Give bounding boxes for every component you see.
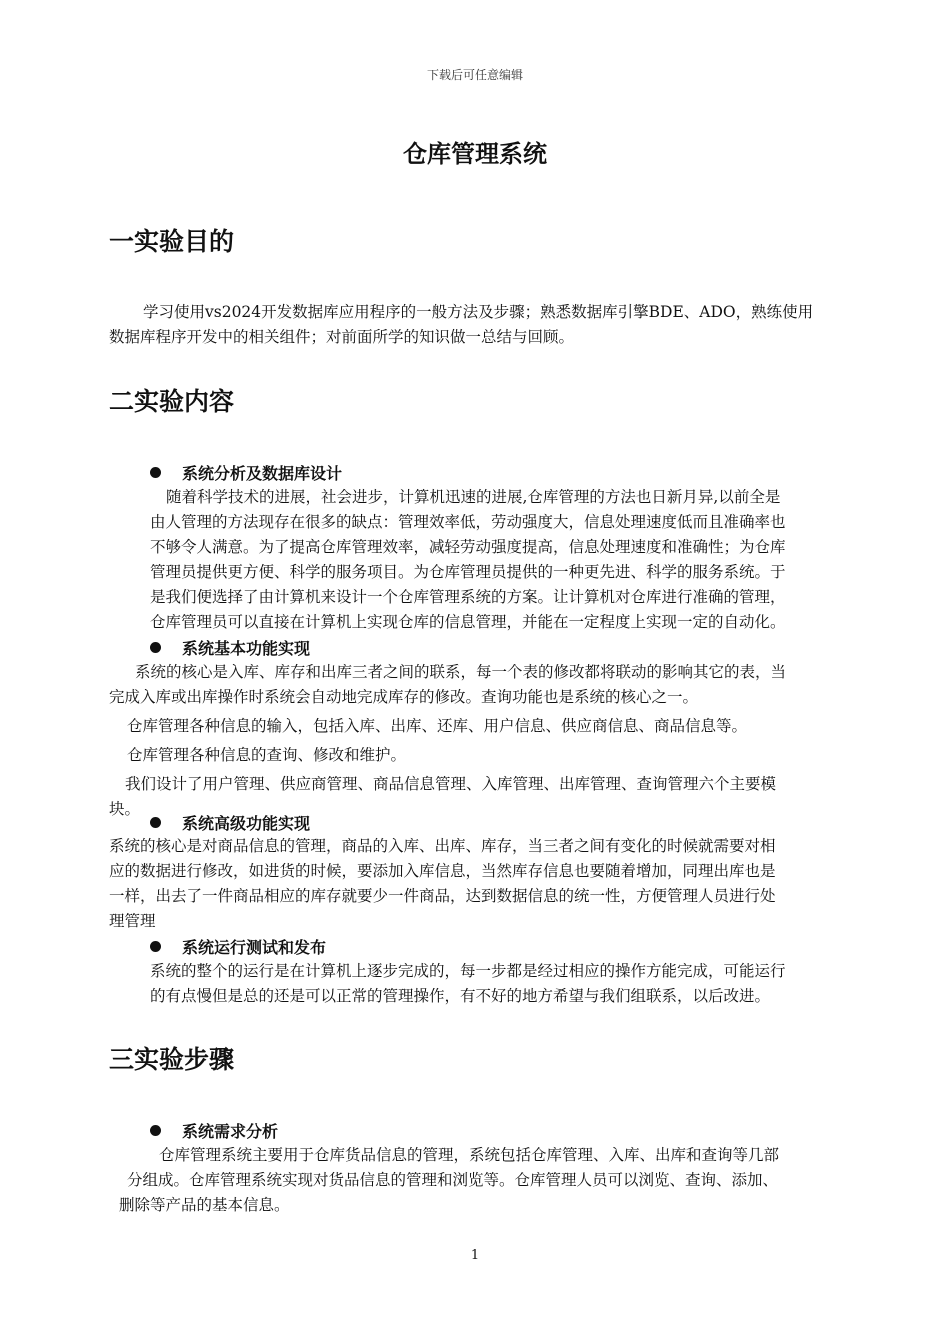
bullet-icon bbox=[150, 467, 161, 478]
document-title: 仓库管理系统 bbox=[403, 140, 547, 168]
bullet-icon bbox=[150, 941, 161, 952]
paragraph-line: 仓库管理系统主要用于仓库货品信息的管理，系统包括仓库管理、入库、出库和查询等几部 bbox=[159, 1146, 780, 1164]
paragraph-line: 块。 bbox=[109, 800, 141, 818]
section-heading-1: 一实验目的 bbox=[109, 227, 235, 256]
bullet-paragraph-analysis bbox=[150, 485, 842, 635]
paragraph-line: 完成入库或出库操作时系统会自动地完成库存的修改。查询功能也是系统的核心之一。 bbox=[109, 688, 699, 706]
paragraph-line: 系统的核心是对商品信息的管理，商品的入库、出库、库存，当三者之间有变化的时候就需要对相 bbox=[109, 837, 776, 855]
paragraph-line: 系统的整个的运行是在计算机上逐步完成的，每一步都是经过相应的操作方能完成，可能运行 bbox=[150, 962, 786, 980]
bullet-icon bbox=[150, 1125, 161, 1136]
paragraph-line: 的有点慢但是总的还是可以正常的管理操作，有不好的地方希望与我们组联系，以后改进。 bbox=[150, 987, 771, 1005]
bullet-paragraph-advanced bbox=[109, 834, 842, 934]
paragraph-line: 学习使用vs2024开发数据库应用程序的一般方法及步骤；熟悉数据库引擎BDE、ADO，熟练使用 bbox=[143, 303, 814, 321]
paragraph-line: 随着科学技术的进展，社会进步，计算机迅速的进展,仓库管理的方法也日新月异,以前全是 bbox=[166, 488, 781, 506]
paragraph-line: 管理员提供更方便、科学的服务项目。为仓库管理员提供的一种更先进、科学的服务系统。于 bbox=[150, 563, 786, 581]
paragraph-line: 一样，出去了一件商品相应的库存就要少一件商品，达到数据信息的统一性，方便管理人员进行处 bbox=[109, 887, 776, 905]
bullet-paragraph-basic bbox=[109, 660, 842, 822]
bullet-paragraph-requirements bbox=[119, 1143, 832, 1218]
bullet-icon bbox=[150, 817, 161, 828]
page-header: 下载后可任意编辑 bbox=[426, 68, 523, 82]
bullet-title: 系统高级功能实现 bbox=[182, 814, 311, 833]
paragraph-line: 仓库管理各种信息的查询、修改和维护。 bbox=[127, 746, 407, 764]
paragraph-line: 由人管理的方法现存在很多的缺点：管理效率低，劳动强度大，信息处理速度低而且准确率也 bbox=[150, 513, 786, 531]
paragraph-line: 删除等产品的基本信息。 bbox=[119, 1196, 290, 1214]
paragraph-line: 系统的核心是入库、库存和出库三者之间的联系，每一个表的修改都将联动的影响其它的表，当 bbox=[135, 663, 787, 681]
section-heading-2: 二实验内容 bbox=[109, 387, 235, 416]
paragraph-line: 不够令人满意。为了提高仓库管理效率，减轻劳动强度提高，信息处理速度和准确性；为仓库 bbox=[150, 538, 786, 556]
paragraph-line: 仓库管理员可以直接在计算机上实现仓库的信息管理，并能在一定程度上实现一定的自动化。 bbox=[150, 613, 786, 631]
bullet-title: 系统需求分析 bbox=[182, 1122, 279, 1141]
paragraph-line: 分组成。仓库管理系统实现对货品信息的管理和浏览等。仓库管理人员可以浏览、查询、添加、 bbox=[127, 1171, 779, 1189]
paragraph-line: 是我们便选择了由计算机来设计一个仓库管理系统的方案。让计算机对仓库进行准确的管理， bbox=[150, 588, 786, 606]
bullet-title: 系统基本功能实现 bbox=[182, 639, 311, 658]
bullet-title: 系统运行测试和发布 bbox=[182, 938, 327, 957]
bullet-item-testing bbox=[150, 935, 326, 958]
bullet-item-analysis bbox=[150, 461, 342, 484]
paragraph-line: 我们设计了用户管理、供应商管理、商品信息管理、入库管理、出库管理、查询管理六个主要模 bbox=[125, 775, 777, 793]
paragraph-line: 数据库程序开发中的相关组件；对前面所学的知识做一总结与回顾。 bbox=[109, 328, 575, 346]
section-heading-3: 三实验步骤 bbox=[109, 1045, 235, 1074]
bullet-paragraph-testing bbox=[150, 959, 842, 1009]
bullet-item-advanced bbox=[150, 811, 310, 834]
bullet-icon bbox=[150, 642, 161, 653]
paragraph-line: 应的数据进行修改，如进货的时候，要添加入库信息，当然库存信息也要随着增加，同理出库也是 bbox=[109, 862, 776, 880]
section-1-paragraph bbox=[109, 300, 841, 350]
paragraph-line: 仓库管理各种信息的输入，包括入库、出库、还库、用户信息、供应商信息、商品信息等。 bbox=[127, 717, 748, 735]
bullet-item-requirements bbox=[150, 1119, 278, 1142]
page-number: 1 bbox=[470, 1248, 480, 1263]
bullet-item-basic bbox=[150, 636, 310, 659]
paragraph-line: 理管理 bbox=[109, 912, 156, 930]
bullet-title: 系统分析及数据库设计 bbox=[182, 464, 343, 483]
